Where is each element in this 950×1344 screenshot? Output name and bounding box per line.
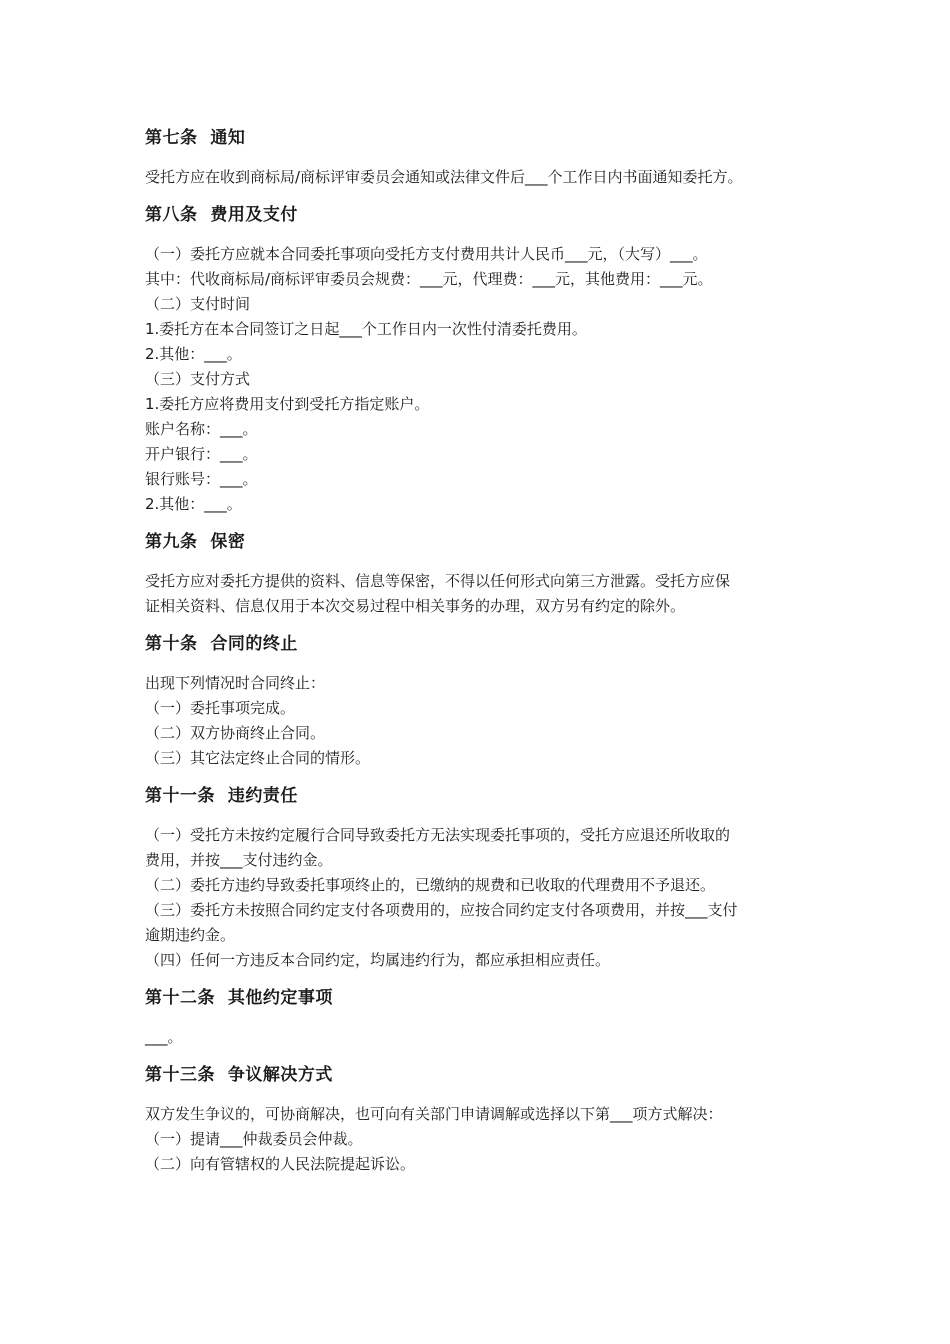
section-9-line: 受托方应对委托方提供的资料、信息等保密，不得以任何形式向第三方泄露。受托方应保 <box>145 572 731 590</box>
section-8-line: （一）委托方应就本合同委托事项向受托方支付费用共计人民币___元，（大写）___。 <box>145 245 708 263</box>
section-8-line: （二）支付时间 <box>145 295 251 313</box>
section-9-line: 证相关资料、信息仅用于本次交易过程中相关事务的办理，双方另有约定的除外。 <box>145 597 686 615</box>
section-8-line: 1.委托方在本合同签订之日起___个工作日内一次性付清委托费用。 <box>145 320 587 338</box>
section-11-line: 费用，并按___支付违约金。 <box>145 851 333 869</box>
section-8-line: （三）支付方式 <box>145 370 251 388</box>
section-8-line: 1.委托方应将费用支付到受托方指定账户。 <box>145 395 430 413</box>
section-8-line: 开户银行：___。 <box>145 445 258 463</box>
section-10-heading: 第十条 合同的终止 <box>145 634 298 654</box>
section-8-line: 2.其他：___。 <box>145 345 242 363</box>
section-7-line: 受托方应在收到商标局/商标评审委员会通知或法律文件后___个工作日内书面通知委托方。 <box>145 168 743 186</box>
section-10-line: 出现下列情况时合同终止： <box>145 674 326 692</box>
section-8-line: 账户名称：___。 <box>145 420 258 438</box>
section-13-line: （二）向有管辖权的人民法院提起诉讼。 <box>145 1155 416 1173</box>
section-11-line: （二）委托方违约导致委托事项终止的，已缴纳的规费和已收取的代理费用不予退还。 <box>145 876 716 894</box>
section-7-heading: 第七条 通知 <box>145 128 246 148</box>
section-11-line: 逾期违约金。 <box>145 926 236 944</box>
section-10-line: （二）双方协商终止合同。 <box>145 724 326 742</box>
section-8-heading: 第八条 费用及支付 <box>145 205 298 225</box>
section-11-heading: 第十一条 违约责任 <box>145 786 298 806</box>
section-11-line: （一）受托方未按约定履行合同导致委托方无法实现委托事项的，受托方应退还所收取的 <box>145 826 731 844</box>
section-10-line: （一）委托事项完成。 <box>145 699 296 717</box>
section-13-line: （一）提请___仲裁委员会仲裁。 <box>145 1130 363 1148</box>
section-12-heading: 第十二条 其他约定事项 <box>145 988 333 1008</box>
section-9-heading: 第九条 保密 <box>145 532 246 552</box>
document-page <box>145 126 810 1177</box>
section-13-heading: 第十三条 争议解决方式 <box>145 1065 333 1085</box>
section-11-line: （三）委托方未按照合同约定支付各项费用的，应按合同约定支付各项费用，并按___支付 <box>145 901 738 919</box>
section-10-line: （三）其它法定终止合同的情形。 <box>145 749 371 767</box>
section-13-line: 双方发生争议的，可协商解决，也可向有关部门申请调解或选择以下第___项方式解决： <box>145 1105 723 1123</box>
section-11-line: （四）任何一方违反本合同约定，均属违约行为，都应承担相应责任。 <box>145 951 611 969</box>
section-8-line: 其中：代收商标局/商标评审委员会规费：___元，代理费：___元，其他费用：___元。 <box>145 270 713 288</box>
section-12-line: ___。 <box>145 1028 183 1046</box>
section-8-line: 银行账号：___。 <box>145 470 258 488</box>
section-8-line: 2.其他：___。 <box>145 495 242 513</box>
